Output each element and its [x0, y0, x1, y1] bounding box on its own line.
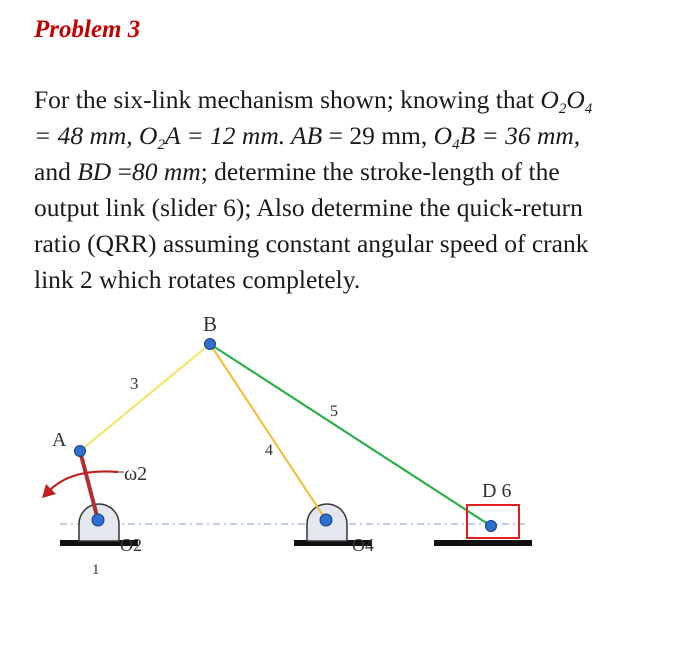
text-fragment: For the six-link mechanism shown; knowing that [34, 85, 541, 114]
omega2-arc [48, 471, 118, 492]
link-3 [80, 344, 210, 451]
label-d-6: D 6 [482, 480, 512, 502]
problem-line-4: output link (slider 6); Also determine the quick-return [34, 193, 583, 222]
subscript: 4 [584, 101, 593, 117]
text-fragment: = 29 mm, [322, 121, 434, 150]
text-fragment: B = 36 mm, [459, 121, 581, 150]
link-5 [210, 344, 491, 526]
text-fragment: = 48 mm, O [34, 121, 158, 150]
text-fragment: O [540, 85, 559, 114]
label-link-1: 1 [92, 562, 100, 578]
label-link-3: 3 [130, 374, 139, 393]
text-fragment: = [111, 157, 132, 186]
joint-o4 [320, 514, 332, 526]
link-4 [210, 344, 326, 520]
problem-title: Problem 3 [34, 16, 141, 43]
subscript: 2 [157, 137, 165, 153]
problem-line-5: ratio (QRR) assuming constant angular speed of crank [34, 229, 589, 258]
subscript: 2 [558, 101, 567, 117]
text-fragment: O [433, 121, 453, 150]
joint-a [75, 446, 86, 457]
text-fragment: A = 12 mm. AB [164, 121, 323, 150]
ground-bar-slider [434, 540, 532, 546]
text-fragment: and [34, 157, 78, 186]
label-link-4: 4 [265, 442, 273, 459]
label-b: B [203, 312, 218, 336]
label-o2: O2 [120, 535, 142, 555]
text-fragment: ; determine the stroke-length of the [200, 157, 560, 186]
text-fragment: BD [77, 157, 112, 186]
problem-line-6: link 2 which rotates completely. [34, 265, 361, 294]
label-o4: O4 [352, 535, 374, 555]
label-omega2: ω2 [124, 463, 148, 485]
joint-d [486, 521, 497, 532]
subscript: 4 [452, 137, 460, 153]
text-fragment: 80 mm [131, 157, 201, 186]
label-a: A [52, 429, 67, 451]
text-fragment: O [566, 85, 585, 114]
label-link-5: 5 [330, 403, 338, 420]
joint-b [205, 339, 216, 350]
joint-o2 [92, 514, 104, 526]
